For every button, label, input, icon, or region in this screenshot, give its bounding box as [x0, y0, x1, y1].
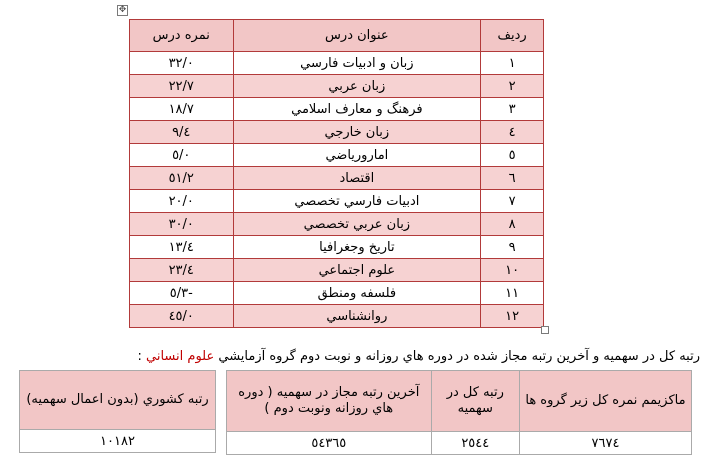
grades-table [129, 19, 544, 328]
max-score-value: ٧٦٧٤ [519, 432, 691, 455]
course-title: زبان عربي [233, 75, 481, 98]
total-rank-value: ٢٥٤٤ [431, 432, 519, 455]
course-grade: -٥/٣ [130, 282, 234, 305]
row-number: ٣ [481, 98, 544, 121]
national-rank-header: رتبه كشوري (بدون اعمال سهميه) [20, 371, 216, 430]
rank-note-suffix: : [137, 349, 147, 364]
course-title: زبان عربي تخصصي [233, 213, 481, 236]
table-row [130, 121, 544, 144]
table-row [130, 305, 544, 328]
course-grade: ١٣/٤ [130, 236, 234, 259]
national-rank-value: ١٠١٨٢ [20, 430, 216, 453]
row-number: ١٢ [481, 305, 544, 328]
rank-note-text: رتبه كل در سهميه و آخرين رتبه مجاز شده در دوره هاي روزانه و نوبت دوم گروه آزمايشي [218, 349, 700, 364]
rank-note-paragraph [80, 349, 700, 364]
course-title: زبان و ادبيات فارسي [233, 52, 481, 75]
row-number: ٧ [481, 190, 544, 213]
table-row [130, 259, 544, 282]
max-score-header: ماكزيمم نمره كل زير گروه ها [519, 371, 691, 432]
row-number: ٥ [481, 144, 544, 167]
course-grade: ١٨/٧ [130, 98, 234, 121]
row-number: ٨ [481, 213, 544, 236]
row-number: ١٠ [481, 259, 544, 282]
course-grade: ٩/٤ [130, 121, 234, 144]
course-title: فلسفه ومنطق [233, 282, 481, 305]
row-number: ٤ [481, 121, 544, 144]
course-grade: ٤٥/٠ [130, 305, 234, 328]
quota-summary-table [226, 370, 692, 455]
row-number: ١ [481, 52, 544, 75]
course-title: زبان خارجي [233, 121, 481, 144]
table-row [130, 167, 544, 190]
total-rank-header: رتبه كل در سهميه [431, 371, 519, 432]
course-grade: ٢٣/٤ [130, 259, 234, 282]
header-course-grade: نمره درس [130, 20, 234, 52]
row-number: ٦ [481, 167, 544, 190]
table-row [130, 236, 544, 259]
last-rank-header: آخرين رتبه مجاز در سهميه ( دوره هاي روزانه ونوبت دوم ) [227, 371, 432, 432]
course-grade: ٥/٠ [130, 144, 234, 167]
course-title: روانشناسي [233, 305, 481, 328]
header-row-number: رديف [481, 20, 544, 52]
course-grade: ٢٠/٠ [130, 190, 234, 213]
row-number: ١١ [481, 282, 544, 305]
table-row [130, 75, 544, 98]
course-title: اقتصاد [233, 167, 481, 190]
national-rank-table [19, 370, 216, 453]
course-title: فرهنگ و معارف اسلامي [233, 98, 481, 121]
table-move-handle-icon[interactable]: ✥ [118, 5, 127, 15]
table-row [130, 52, 544, 75]
course-grade: ٢٢/٧ [130, 75, 234, 98]
course-grade: ٥١/٢ [130, 167, 234, 190]
table-row [130, 98, 544, 121]
course-grade: ٣٢/٠ [130, 52, 234, 75]
row-number: ٩ [481, 236, 544, 259]
course-grade: ٣٠/٠ [130, 213, 234, 236]
row-number: ٢ [481, 75, 544, 98]
table-row [130, 213, 544, 236]
course-title: امارورياضي [233, 144, 481, 167]
table-row [130, 190, 544, 213]
rank-note-field: علوم انساني [146, 349, 215, 364]
header-course-title: عنوان درس [233, 20, 481, 52]
grades-header-row [130, 20, 544, 52]
last-rank-value: ٥٤٣٦٥ [227, 432, 432, 455]
course-title: تاريخ وجغرافيا [233, 236, 481, 259]
course-title: علوم اجتماعي [233, 259, 481, 282]
course-title: ادبيات فارسي تخصصي [233, 190, 481, 213]
table-row [130, 144, 544, 167]
table-resize-handle[interactable] [541, 326, 549, 334]
table-row [130, 282, 544, 305]
